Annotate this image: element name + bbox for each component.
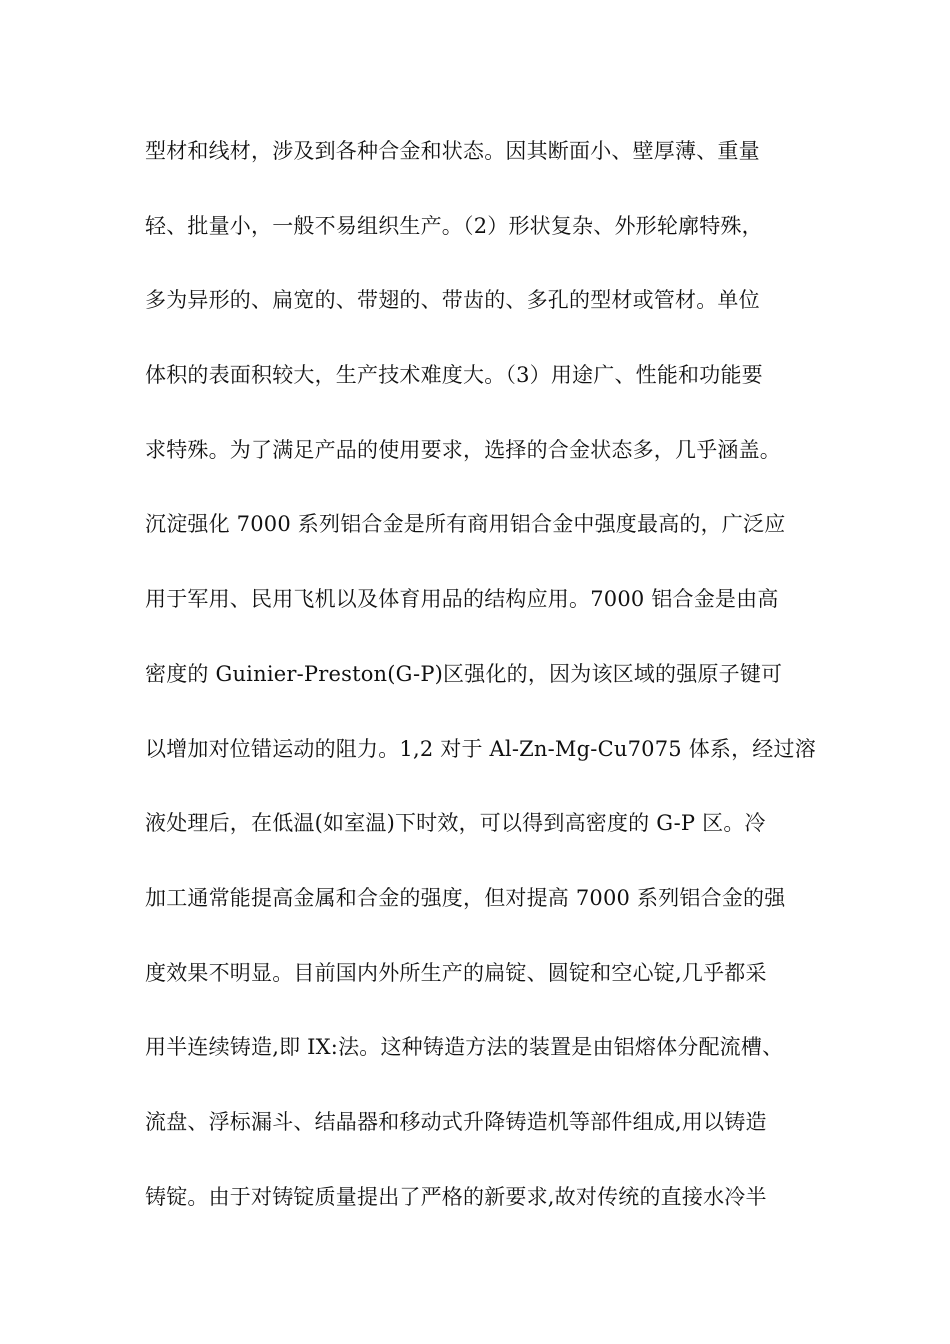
text-line: 多为异形的、扁宽的、带翅的、带齿的、多孔的型材或管材。单位: [145, 288, 760, 313]
text-line: 度效果不明显。目前国内外所生产的扁锭、圆锭和空心锭,几乎都采: [145, 960, 767, 985]
text-line: 流盘、浮标漏斗、结晶器和移动式升降铸造机等部件组成,用以铸造: [145, 1109, 767, 1134]
text-line: 以增加对位错运动的阻力。1,2 对于 Al-Zn-Mg-Cu7075 体系，经过溶: [145, 736, 816, 761]
text-line: 铸锭。由于对铸锭质量提出了严格的新要求,故对传统的直接水冷半: [145, 1184, 767, 1209]
text-line: 体积的表面积较大，生产技术难度大。（3）用途广、性能和功能要: [145, 363, 763, 388]
body-text: [145, 128, 825, 1248]
text-line: 求特殊。为了满足产品的使用要求，选择的合金状态多，几乎涵盖。: [145, 437, 781, 462]
text-line: 沉淀强化 7000 系列铝合金是所有商用铝合金中强度最高的，广泛应: [145, 512, 786, 537]
text-line: 密度的 Guinier-Preston(G-P)区强化的，因为该区域的强原子键可: [145, 661, 783, 686]
text-line: 用于军用、民用飞机以及体育用品的结构应用。7000 铝合金是由高: [145, 587, 779, 612]
text-line: 液处理后，在低温(如室温)下时效，可以得到高密度的 G-P 区。冷: [145, 811, 766, 836]
text-line: 轻、批量小，一般不易组织生产。（2）形状复杂、外形轮廓特殊，: [145, 213, 763, 238]
text-line: 用半连续铸造,即 IX:法。这种铸造方法的装置是由铝熔体分配流槽、: [145, 1035, 784, 1060]
text-line: 加工通常能提高金属和合金的强度，但对提高 7000 系列铝合金的强: [145, 885, 786, 910]
text-line: 型材和线材，涉及到各种合金和状态。因其断面小、壁厚薄、重量: [145, 139, 760, 163]
